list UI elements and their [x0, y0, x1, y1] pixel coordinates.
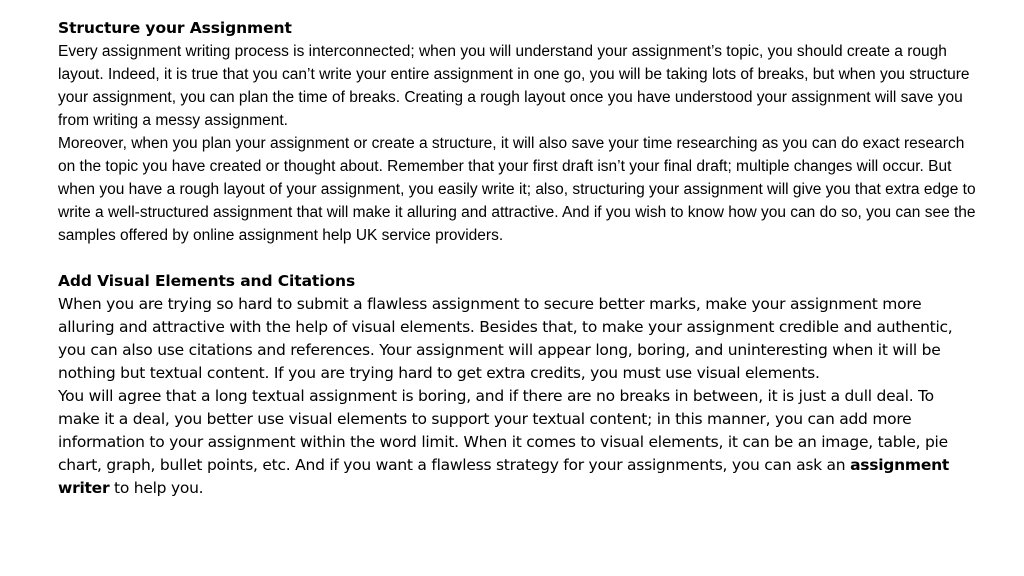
paragraph-text: You will agree that a long textual assignment is boring, and if there are no breaks in between, it is just a dull deal. To make it a deal, you better use visual elements to support your textual content; in this manner, you can add more information to your assignment within the word limit. When it comes to visual elements, it can be an image, table, pie chart, graph, bullet points, etc. And if you want a flawless strategy for your assignments, you can ask an [58, 387, 948, 474]
section-spacer [58, 247, 978, 270]
paragraph-text: to help you. [109, 479, 204, 497]
section-heading: Add Visual Elements and Citations [58, 272, 356, 290]
paragraph [58, 385, 978, 500]
paragraph: When you are trying so hard to submit a flawless assignment to secure better marks, make your assignment more alluring and attractive with the help of visual elements. Besides that, to make your assignment credible and authentic, you can also use citations and references. Your assignment will appear long, boring, and uninteresting when it will be nothing but textual content. If you are trying hard to get extra credits, you must use visual elements. [58, 295, 953, 382]
assignment-writer-link[interactable]: assignment writer [58, 456, 950, 497]
paragraph: Moreover, when you plan your assignment or create a structure, it will also save your time researching as you can do exact research on the topic you have created or thought about. Remember that your first draft isn’t your final draft; multiple changes will occur. But when you have a rough layout of your assignment, you easily write it; also, structuring your assignment will give you that extra edge to write a well-structured assignment that will make it alluring and attractive. And if you wish to know how you can do so, you can see the samples offered by online assignment help UK service providers. [58, 135, 976, 244]
paragraph: Every assignment writing process is interconnected; when you will understand your assignment’s topic, you should create a rough layout. Indeed, it is true that you can’t write your entire assignment in one go, you will be taking lots of breaks, but when you structure your assignment, you can plan the time of breaks. Creating a rough layout once you have understood your assignment will save you from writing a messy assignment. [58, 43, 970, 129]
section-structure-assignment [58, 17, 978, 247]
section-visual-elements [58, 270, 978, 500]
document-body [58, 17, 978, 500]
section-heading: Structure your Assignment [58, 19, 292, 37]
